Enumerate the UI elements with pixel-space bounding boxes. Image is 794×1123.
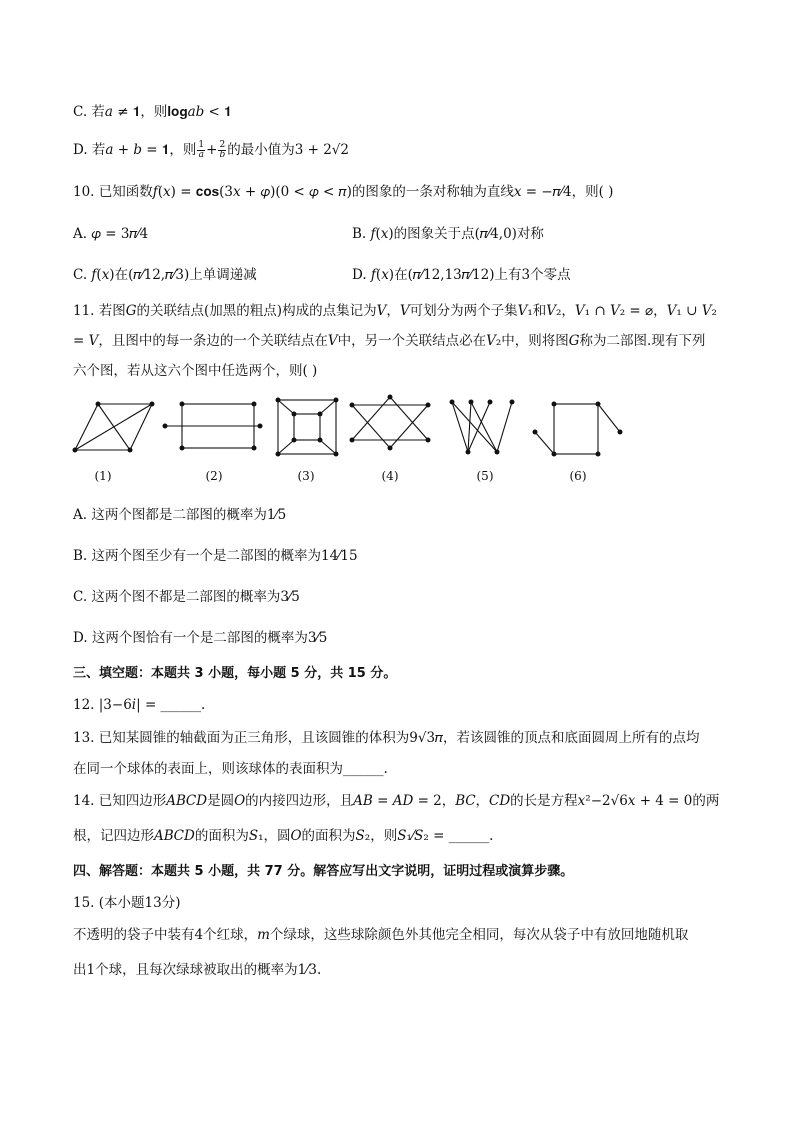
q11-line2: = 𝑉，且图中的每一条边的一个关联结点在𝑉中，另一个关联结点必在𝑉₂中，则将图𝐺称为二部图.现有下列: [73, 333, 706, 349]
q9-option-c: C. 若𝑎 ≠ 𝟏，则𝐥𝐨𝐠𝑎𝑏 < 𝟏: [73, 104, 232, 120]
section-4-heading: 四、解答题：本题共 5 小题，共 77 分。解答应写出文字说明，证明过程或演算步骤。: [73, 864, 574, 879]
q11-option-c: C. 这两个图不都是二部图的概率为3⁄5: [73, 589, 300, 605]
q9-frac-1a: $\frac{1}{a}$: [198, 140, 205, 160]
q14-line1: 14. 已知四边形𝐴𝐵𝐶𝐷是圆𝑂的内接四边形，且𝐴𝐵 = 𝐴𝐷 = 2，𝐵𝐶，𝐶𝐷的长是方程𝑥²−2√6𝑥 + 4 = 0的两: [73, 793, 720, 809]
q10-option-c: C. 𝑓(𝑥)在(𝜋⁄12,𝜋⁄3)上单调递减: [73, 267, 257, 283]
graph-6: [535, 404, 620, 454]
fig-label-3: (3): [297, 469, 315, 483]
fig-label-2: (2): [205, 469, 223, 483]
q10-stem: 10. 已知函数𝑓(𝑥) = 𝐜𝐨𝐬(3𝑥 + 𝜑)(0 < 𝜑 < 𝜋)的图象的一条对称轴为直线𝑥 = −𝜋⁄4，则( ): [73, 184, 614, 200]
q11-graph-figures: [60, 392, 640, 487]
q10-option-a: A. 𝜑 = 3𝜋⁄4: [73, 226, 149, 242]
graph-1: [75, 404, 152, 450]
q13-line2: 在同一个球体的表面上，则该球体的表面积为______.: [73, 761, 388, 777]
q15-title: 15. (本小题13分): [73, 895, 181, 911]
q14-line2: 根，记四边形𝐴𝐵𝐶𝐷的面积为𝑆₁，圆𝑂的面积为𝑆₂，则𝑆₁⁄𝑆₂ = ______.: [73, 828, 494, 844]
section-3-heading: 三、填空题：本题共 3 小题，每小题 5 分，共 15 分。: [73, 666, 397, 681]
fig-label-4: (4): [381, 469, 399, 483]
q13-line1: 13. 已知某圆锥的轴截面为正三角形，且该圆锥的体积为9√3𝜋，若该圆锥的顶点和底面圆周上所有的点均: [73, 730, 700, 746]
q11-option-d: D. 这两个图恰有一个是二部图的概率为3⁄5: [73, 630, 328, 646]
fig-label-5: (5): [476, 469, 494, 483]
q10-option-b: B. 𝑓(𝑥)的图象关于点(𝜋⁄4,0)对称: [352, 226, 544, 242]
q9-option-d-post: 的最小值为3 + 2√2: [227, 142, 349, 158]
q10-option-d: D. 𝑓(𝑥)在(𝜋⁄12,13𝜋⁄12)上有3个零点: [352, 267, 571, 283]
q11-option-a: A. 这两个图都是二部图的概率为1⁄5: [73, 507, 287, 523]
q15-line1: 不透明的袋子中装有4个红球，𝑚个绿球，这些球除颜色外其他完全相同，每次从袋子中有放回地随机取: [73, 927, 689, 943]
q11-option-b: B. 这两个图至少有一个是二部图的概率为14⁄15: [73, 548, 358, 564]
q11-line1: 11. 若图𝐺的关联结点(加黑的粗点)构成的点集记为𝑉，𝑉可划分为两个子集𝑉₁和𝑉₂，𝑉₁ ∩ 𝑉₂ = ⌀，𝑉₁ ∪ 𝑉₂: [73, 303, 717, 319]
graph-4: [352, 397, 428, 448]
fig-label-1: (1): [94, 469, 112, 483]
q12: 12. |3−6𝑖| = ______.: [73, 697, 206, 713]
graph-3: [278, 400, 336, 454]
fig-label-6: (6): [569, 469, 587, 483]
graph-5: [452, 402, 512, 452]
q9-option-d: D. 若𝑎 + 𝑏 = 𝟏，则 $\frac{1}{a}$ + $\frac{2}{b}$ 的最小值为3 + 2√2: [73, 140, 349, 160]
q9-frac-2b: $\frac{2}{b}$: [219, 140, 226, 160]
q9-option-d-pre: D. 若𝑎 + 𝑏 = 𝟏，则: [73, 142, 197, 158]
q11-line3: 六个图，若从这六个图中任选两个，则( ): [73, 363, 318, 379]
graph-2: [165, 404, 260, 448]
q15-line2: 出1个球，且每次绿球被取出的概率为1⁄3.: [73, 962, 322, 978]
